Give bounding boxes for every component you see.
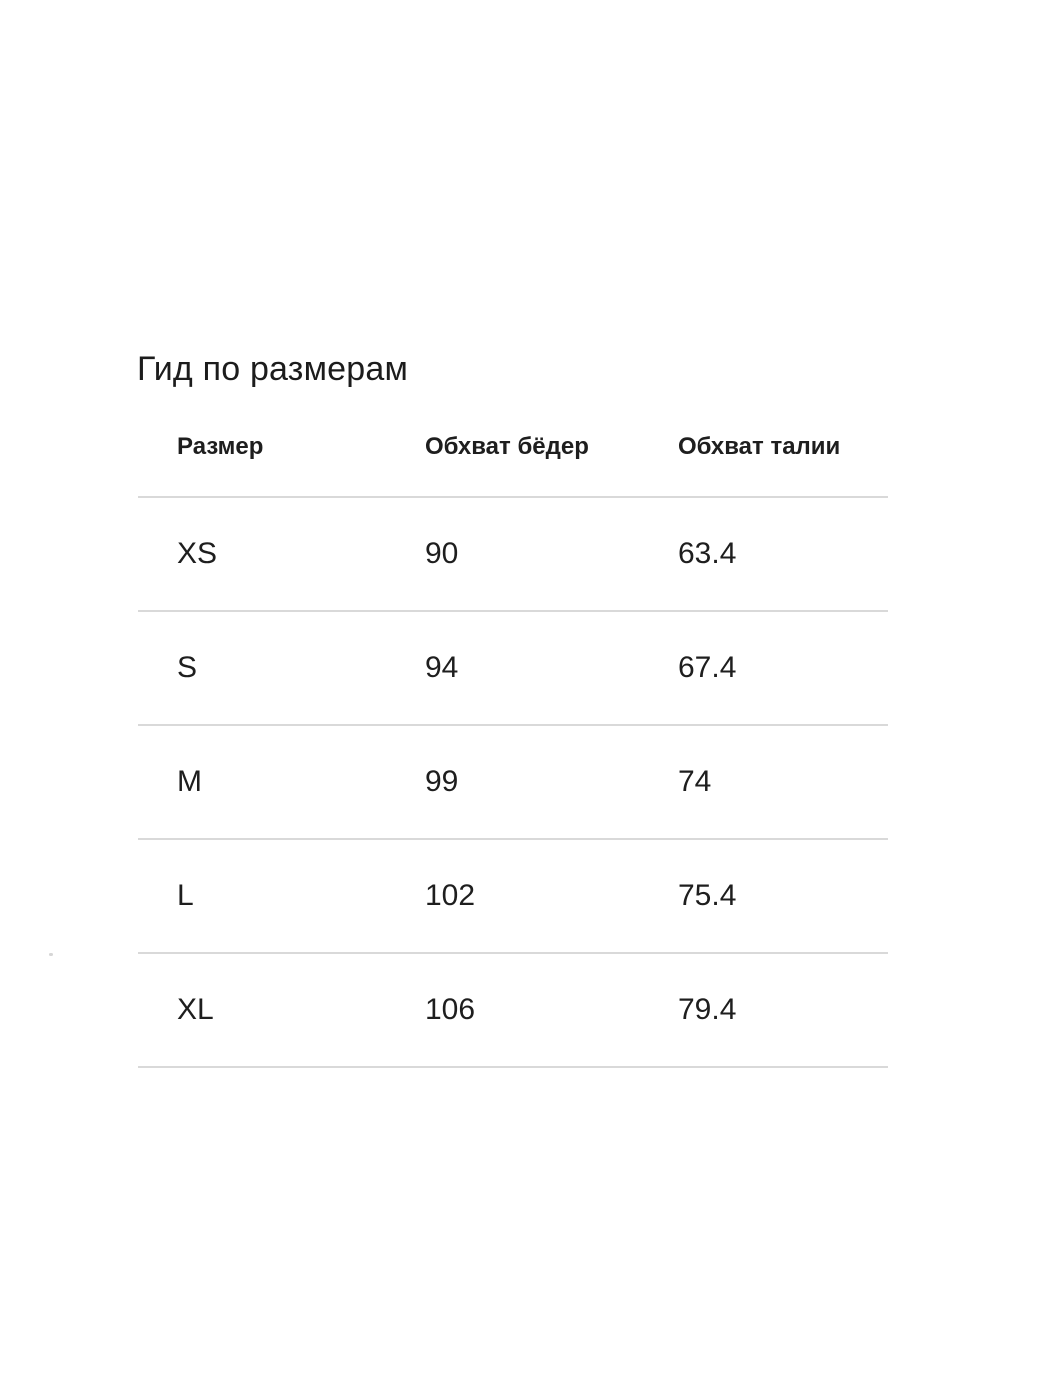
table-row-s xyxy=(138,612,888,726)
table-row-m xyxy=(138,726,888,840)
waist-value: 63.4 xyxy=(678,537,737,570)
page-title: Гид по размерам xyxy=(137,349,409,388)
table-row-xl xyxy=(138,954,888,1068)
size-value: M xyxy=(177,765,202,798)
size-table xyxy=(138,431,888,1068)
column-header-hips: Обхват бёдер xyxy=(425,433,589,460)
size-table-header-row xyxy=(138,431,888,498)
size-value: L xyxy=(177,879,194,912)
hips-value: 99 xyxy=(425,765,459,798)
waist-value: 67.4 xyxy=(678,651,737,684)
hips-value: 102 xyxy=(425,879,476,912)
waist-value: 75.4 xyxy=(678,879,737,912)
waist-value: 79.4 xyxy=(678,993,737,1026)
waist-value: 74 xyxy=(678,765,712,798)
column-header-size: Размер xyxy=(177,433,264,460)
table-row-xs xyxy=(138,498,888,612)
hips-value: 106 xyxy=(425,993,476,1026)
column-header-waist: Обхват талии xyxy=(678,433,841,460)
hips-value: 94 xyxy=(425,651,459,684)
size-value: S xyxy=(177,651,198,684)
stray-dot-artifact xyxy=(49,953,53,956)
table-row-l xyxy=(138,840,888,954)
hips-value: 90 xyxy=(425,537,459,570)
size-value: XL xyxy=(177,993,214,1026)
size-value: XS xyxy=(177,537,218,570)
